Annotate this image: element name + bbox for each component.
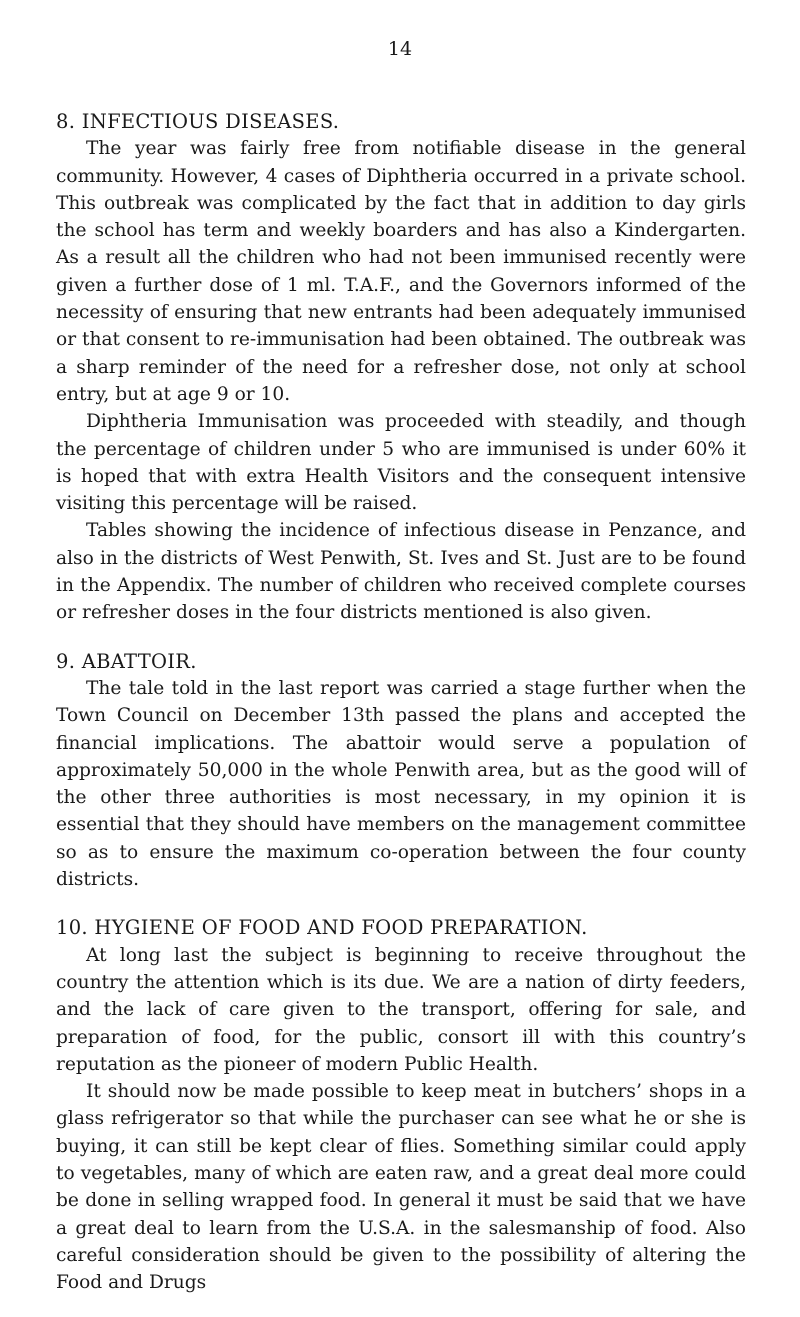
- paragraph: Diphtheria Immunisation was proceeded with steadily, and though the percentage of children under 5 who are immunised is under 60% it is hoped that with extra Health Visitors and the consequent intensive visiting this percentage will be raised.: [56, 411, 746, 515]
- section-heading: 9. ABATTOIR.: [56, 649, 197, 673]
- section-heading: 10. HYGIENE OF FOOD AND FOOD PREPARATION.: [56, 916, 588, 940]
- paragraph: At long last the subject is beginning to receive throughout the country the attention which is its due. We are a nation of dirty feeders, and the lack of care given to the transport, offering for sale, and preparation of food, for the public, consort ill with this country’s reputation as the pioneer of modern Public Health.: [56, 944, 746, 1075]
- paragraph: It should now be made possible to keep meat in butchers’ shops in a glass refrigerator so that while the purchaser can see what he or she is buying, it can still be kept clear of flies. Something similar could apply to vegetables, many of which are eaten raw, and a great deal more could be done in selling wrapped food. In general it must be said that we have a great deal to learn from the U.S.A. in the salesmanship of food. Also careful consideration should be given to the possibility of altering the Food and Drugs: [56, 1081, 746, 1294]
- section-infectious-diseases: [56, 108, 746, 627]
- paragraph: Tables showing the incidence of infectious disease in Penzance, and also in the districts of West Penwith, St. Ives and St. Just are to be found in the Appendix. The number of children who received complete courses or refresher doses in the four districts mentioned is also given.: [56, 520, 746, 624]
- section-hygiene-of-food: [56, 914, 746, 1296]
- paragraph: The tale told in the last report was carried a stage further when the Town Council on December 13th passed the plans and accepted the financial implications. The abattoir would serve a population of approximately 50,000 in the whole Penwith area, but as the good will of the other three authorities is most necessary, in my opinion it is essential that they should have members on the management committee so as to ensure the maximum co-operation between the four county districts.: [56, 677, 746, 891]
- page-number: 14: [387, 38, 413, 60]
- section-heading: 8. INFECTIOUS DISEASES.: [56, 110, 340, 133]
- section-abattoir: [56, 648, 746, 894]
- page-content: [56, 108, 746, 1317]
- paragraph: The year was fairly free from notifiable disease in the general community. However, 4 cases of Diphtheria occurred in a private school. This outbreak was complicated by the fact that in addition to day girls the school has term and weekly boarders and has also a Kindergarten. As a result all the children who had not been immunised recently were given a further dose of 1 ml. T.A.F., and the Governors informed of the necessity of ensuring that new entrants had been adequately immunised or that consent to re-immunisation had been obtained. The outbreak was a sharp reminder of the need for a refresher dose, not only at school entry, but at age 9 or 10.: [56, 138, 746, 405]
